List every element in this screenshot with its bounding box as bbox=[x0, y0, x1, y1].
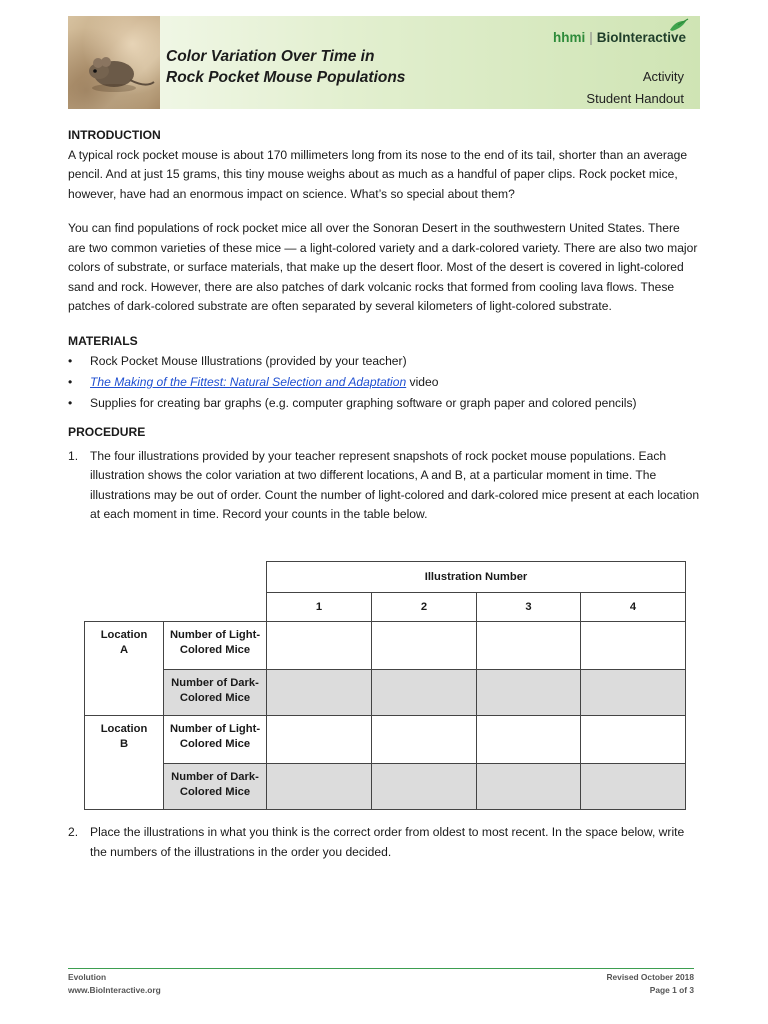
cell-a-dark-3[interactable] bbox=[477, 670, 581, 716]
table-column-4: 4 bbox=[581, 593, 686, 622]
cell-a-dark-1[interactable] bbox=[267, 670, 372, 716]
document-body bbox=[68, 126, 700, 525]
cell-b-light-2[interactable] bbox=[372, 716, 477, 764]
materials-list bbox=[68, 351, 700, 414]
cell-a-dark-4[interactable] bbox=[581, 670, 686, 716]
cell-b-dark-3[interactable] bbox=[477, 764, 581, 810]
title-line-1: Color Variation Over Time in bbox=[166, 48, 375, 65]
step-number: 1. bbox=[68, 448, 79, 463]
title-line-2: Rock Pocket Mouse Populations bbox=[166, 69, 406, 86]
row-label-light-a: Number of Light- Colored Mice bbox=[164, 622, 267, 670]
introduction-paragraph-1: A typical rock pocket mouse is about 170 millimeters long from its nose to the end of its tail, shorter than an average pencil. And at just 15 grams, this tiny mouse weighs about as much as a handful of paper clips. Rock pocket mice, however, have had an enormous impact on science. What’s so special about them? bbox=[68, 147, 688, 201]
table-row bbox=[85, 764, 686, 810]
list-item bbox=[68, 372, 700, 393]
cell-b-light-4[interactable] bbox=[581, 716, 686, 764]
bullet-icon: • bbox=[68, 354, 73, 368]
bullet-icon: • bbox=[68, 396, 73, 410]
list-item bbox=[68, 351, 700, 372]
table-column-3: 3 bbox=[477, 593, 581, 622]
mouse-count-table bbox=[84, 561, 686, 810]
document-type bbox=[586, 66, 684, 109]
procedure-list bbox=[68, 447, 700, 525]
cell-a-light-3[interactable] bbox=[477, 622, 581, 670]
introduction-paragraph-2: You can find populations of rock pocket mice all over the Sonoran Desert in the southwestern United States. There are two common varieties of these mice — a light-colored variety and a dark-colored variety. There are also two major colors of substrate, or surface materials, that make up the desert floor. Most of the desert is covered in light-colored sand and rock. However, there are also patches of dark volcanic rocks that formed from cooling lava flows. These patches of dark-colored substrate are often separated by several kilometers of light-colored substrate. bbox=[68, 221, 698, 313]
page-footer bbox=[68, 968, 694, 997]
cell-b-dark-4[interactable] bbox=[581, 764, 686, 810]
doc-type-activity: Activity bbox=[642, 69, 684, 84]
table-column-2: 2 bbox=[372, 593, 477, 622]
cell-a-light-1[interactable] bbox=[267, 622, 372, 670]
footer-page-number: Page 1 of 3 bbox=[649, 985, 694, 995]
cell-b-dark-2[interactable] bbox=[372, 764, 477, 810]
table-row bbox=[85, 622, 686, 670]
cell-a-light-4[interactable] bbox=[581, 622, 686, 670]
list-item bbox=[68, 393, 700, 414]
location-a-label: Location A bbox=[85, 622, 164, 716]
procedure-continued bbox=[68, 823, 700, 862]
procedure-step-1 bbox=[68, 447, 700, 525]
mouse-photo bbox=[68, 16, 160, 109]
procedure-step-2 bbox=[68, 823, 700, 862]
step-2-text: Place the illustrations in what you think is the correct order from oldest to most recent. In the space below, write the numbers of the illustrations in the order you decided. bbox=[90, 825, 685, 859]
location-b-label: Location B bbox=[85, 716, 164, 810]
bullet-icon: • bbox=[68, 375, 73, 389]
doc-type-student-handout: Student Handout bbox=[586, 91, 684, 106]
materials-heading: MATERIALS bbox=[68, 333, 138, 348]
step-1-text: The four illustrations provided by your teacher represent snapshots of rock pocket mouse populations. Each illustration shows the color variation at two different locations, A and B, at a particular moment in time. The illustrations may be out of order. Count the number of light-colored and dark-colored mice present at each location at each moment in time. Record your counts in the table below. bbox=[90, 448, 700, 521]
cell-b-light-3[interactable] bbox=[477, 716, 581, 764]
cell-a-dark-2[interactable] bbox=[372, 670, 477, 716]
document-title bbox=[166, 46, 405, 88]
cell-a-light-2[interactable] bbox=[372, 622, 477, 670]
materials-item-video-suffix: video bbox=[406, 375, 439, 389]
logo-biointeractive: BioInteractive bbox=[596, 30, 686, 45]
header-banner bbox=[68, 16, 700, 109]
footer-subject: Evolution bbox=[68, 972, 107, 982]
table-row bbox=[85, 716, 686, 764]
video-link[interactable]: The Making of the Fittest: Natural Selection and Adaptation bbox=[90, 375, 407, 389]
table-column-1: 1 bbox=[267, 593, 372, 622]
footer-revised-date: Revised October 2018 bbox=[606, 972, 694, 982]
hhmi-biointeractive-logo bbox=[553, 30, 686, 45]
materials-item-supplies: Supplies for creating bar graphs (e.g. computer graphing software or graph paper and colored pencils) bbox=[90, 396, 637, 410]
row-label-light-b: Number of Light- Colored Mice bbox=[164, 716, 267, 764]
logo-separator: | bbox=[589, 30, 593, 45]
cell-b-light-1[interactable] bbox=[267, 716, 372, 764]
footer-website: www.BioInteractive.org bbox=[68, 985, 161, 995]
step-number: 2. bbox=[68, 825, 79, 839]
introduction-heading: INTRODUCTION bbox=[68, 128, 161, 142]
table-row bbox=[85, 670, 686, 716]
procedure-heading: PROCEDURE bbox=[68, 425, 146, 439]
procedure-list-continued bbox=[68, 823, 700, 862]
cell-b-dark-1[interactable] bbox=[267, 764, 372, 810]
table-header-illustration-number: Illustration Number bbox=[267, 562, 686, 593]
logo-hhmi: hhmi bbox=[552, 30, 586, 45]
row-label-dark-a: Number of Dark- Colored Mice bbox=[164, 670, 267, 716]
materials-item-illustrations: Rock Pocket Mouse Illustrations (provided by your teacher) bbox=[90, 354, 407, 368]
row-label-dark-b: Number of Dark- Colored Mice bbox=[164, 764, 267, 810]
